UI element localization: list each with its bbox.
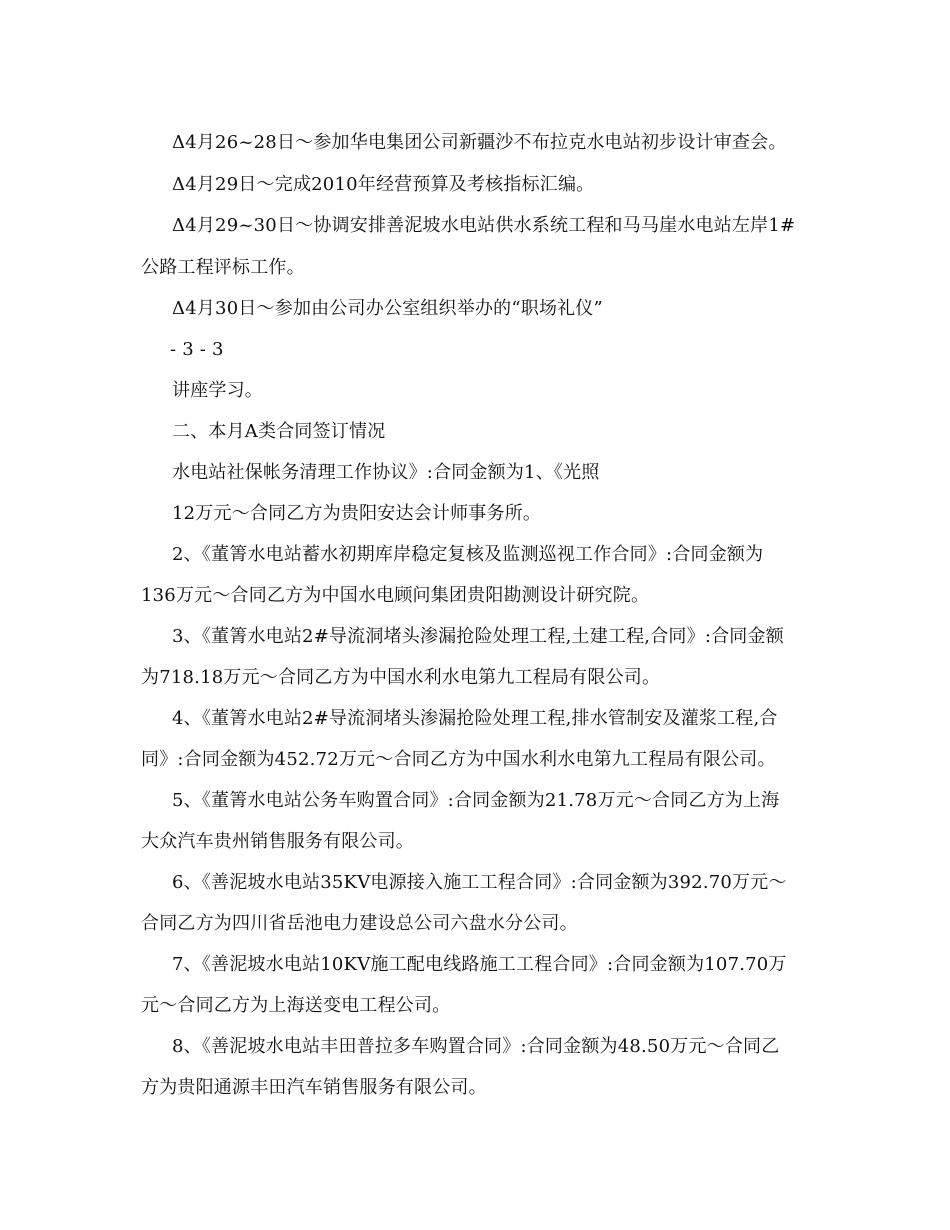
text-line: 2、《董箐水电站蓄水初期库岸稳定复核及监测巡视工作合同》:合同金额为 (172, 544, 764, 565)
text-line: 8、《善泥坡水电站丰田普拉多车购置合同》:合同金额为48.50万元～合同乙 (172, 1036, 780, 1057)
text-line: 12万元～合同乙方为贵阳安达会计师事务所。 (172, 503, 542, 524)
text-line: 元～合同乙方为上海送变电工程公司。 (141, 995, 451, 1016)
text-line: 136万元～合同乙方为中国水电顾问集团贵阳勘测设计研究院。 (141, 585, 650, 606)
text-line: 4、《董箐水电站2#导流洞堵头渗漏抢险处理工程,排水管制安及灌浆工程,合 (172, 708, 778, 729)
text-line: 讲座学习。 (172, 380, 263, 401)
section-heading: 二、本月A类合同签订情况 (172, 421, 386, 442)
text-line: 水电站社保帐务清理工作协议》:合同金额为1、《光照 (172, 462, 600, 483)
text-line: Δ4月30日～参加由公司办公室组织举办的“职场礼仪” (172, 298, 603, 319)
page-number: - 3 - 3 (170, 339, 224, 360)
text-line: 为718.18万元～合同乙方为中国水利水电第九工程局有限公司。 (141, 667, 661, 688)
text-line: 6、《善泥坡水电站35KV电源接入施工工程合同》:合同金额为392.70万元～ (172, 872, 787, 893)
text-line: Δ4月29~30日～协调安排善泥坡水电站供水系统工程和马马崖水电站左岸1# (172, 215, 796, 236)
text-line: 公路工程评标工作。 (141, 257, 305, 278)
text-line: Δ4月29日～完成2010年经营预算及考核指标汇编。 (172, 174, 595, 195)
text-line: 3、《董箐水电站2#导流洞堵头渗漏抢险处理工程,土建工程,合同》:合同金额 (172, 626, 784, 647)
text-line: 5、《董箐水电站公务车购置合同》:合同金额为21.78万元～合同乙方为上海 (172, 790, 780, 811)
text-line: 大众汽车贵州销售服务有限公司。 (141, 831, 414, 852)
text-line: 同》:合同金额为452.72万元～合同乙方为中国水利水电第九工程局有限公司。 (141, 749, 776, 770)
text-line: Δ4月26~28日～参加华电集团公司新疆沙不布拉克水电站初步设计审查会。 (172, 132, 787, 153)
text-line: 7、《善泥坡水电站10KV施工配电线路施工工程合同》:合同金额为107.70万 (172, 954, 787, 975)
text-line: 方为贵阳通源丰田汽车销售服务有限公司。 (141, 1077, 487, 1098)
text-line: 合同乙方为四川省岳池电力建设总公司六盘水分公司。 (141, 913, 578, 934)
